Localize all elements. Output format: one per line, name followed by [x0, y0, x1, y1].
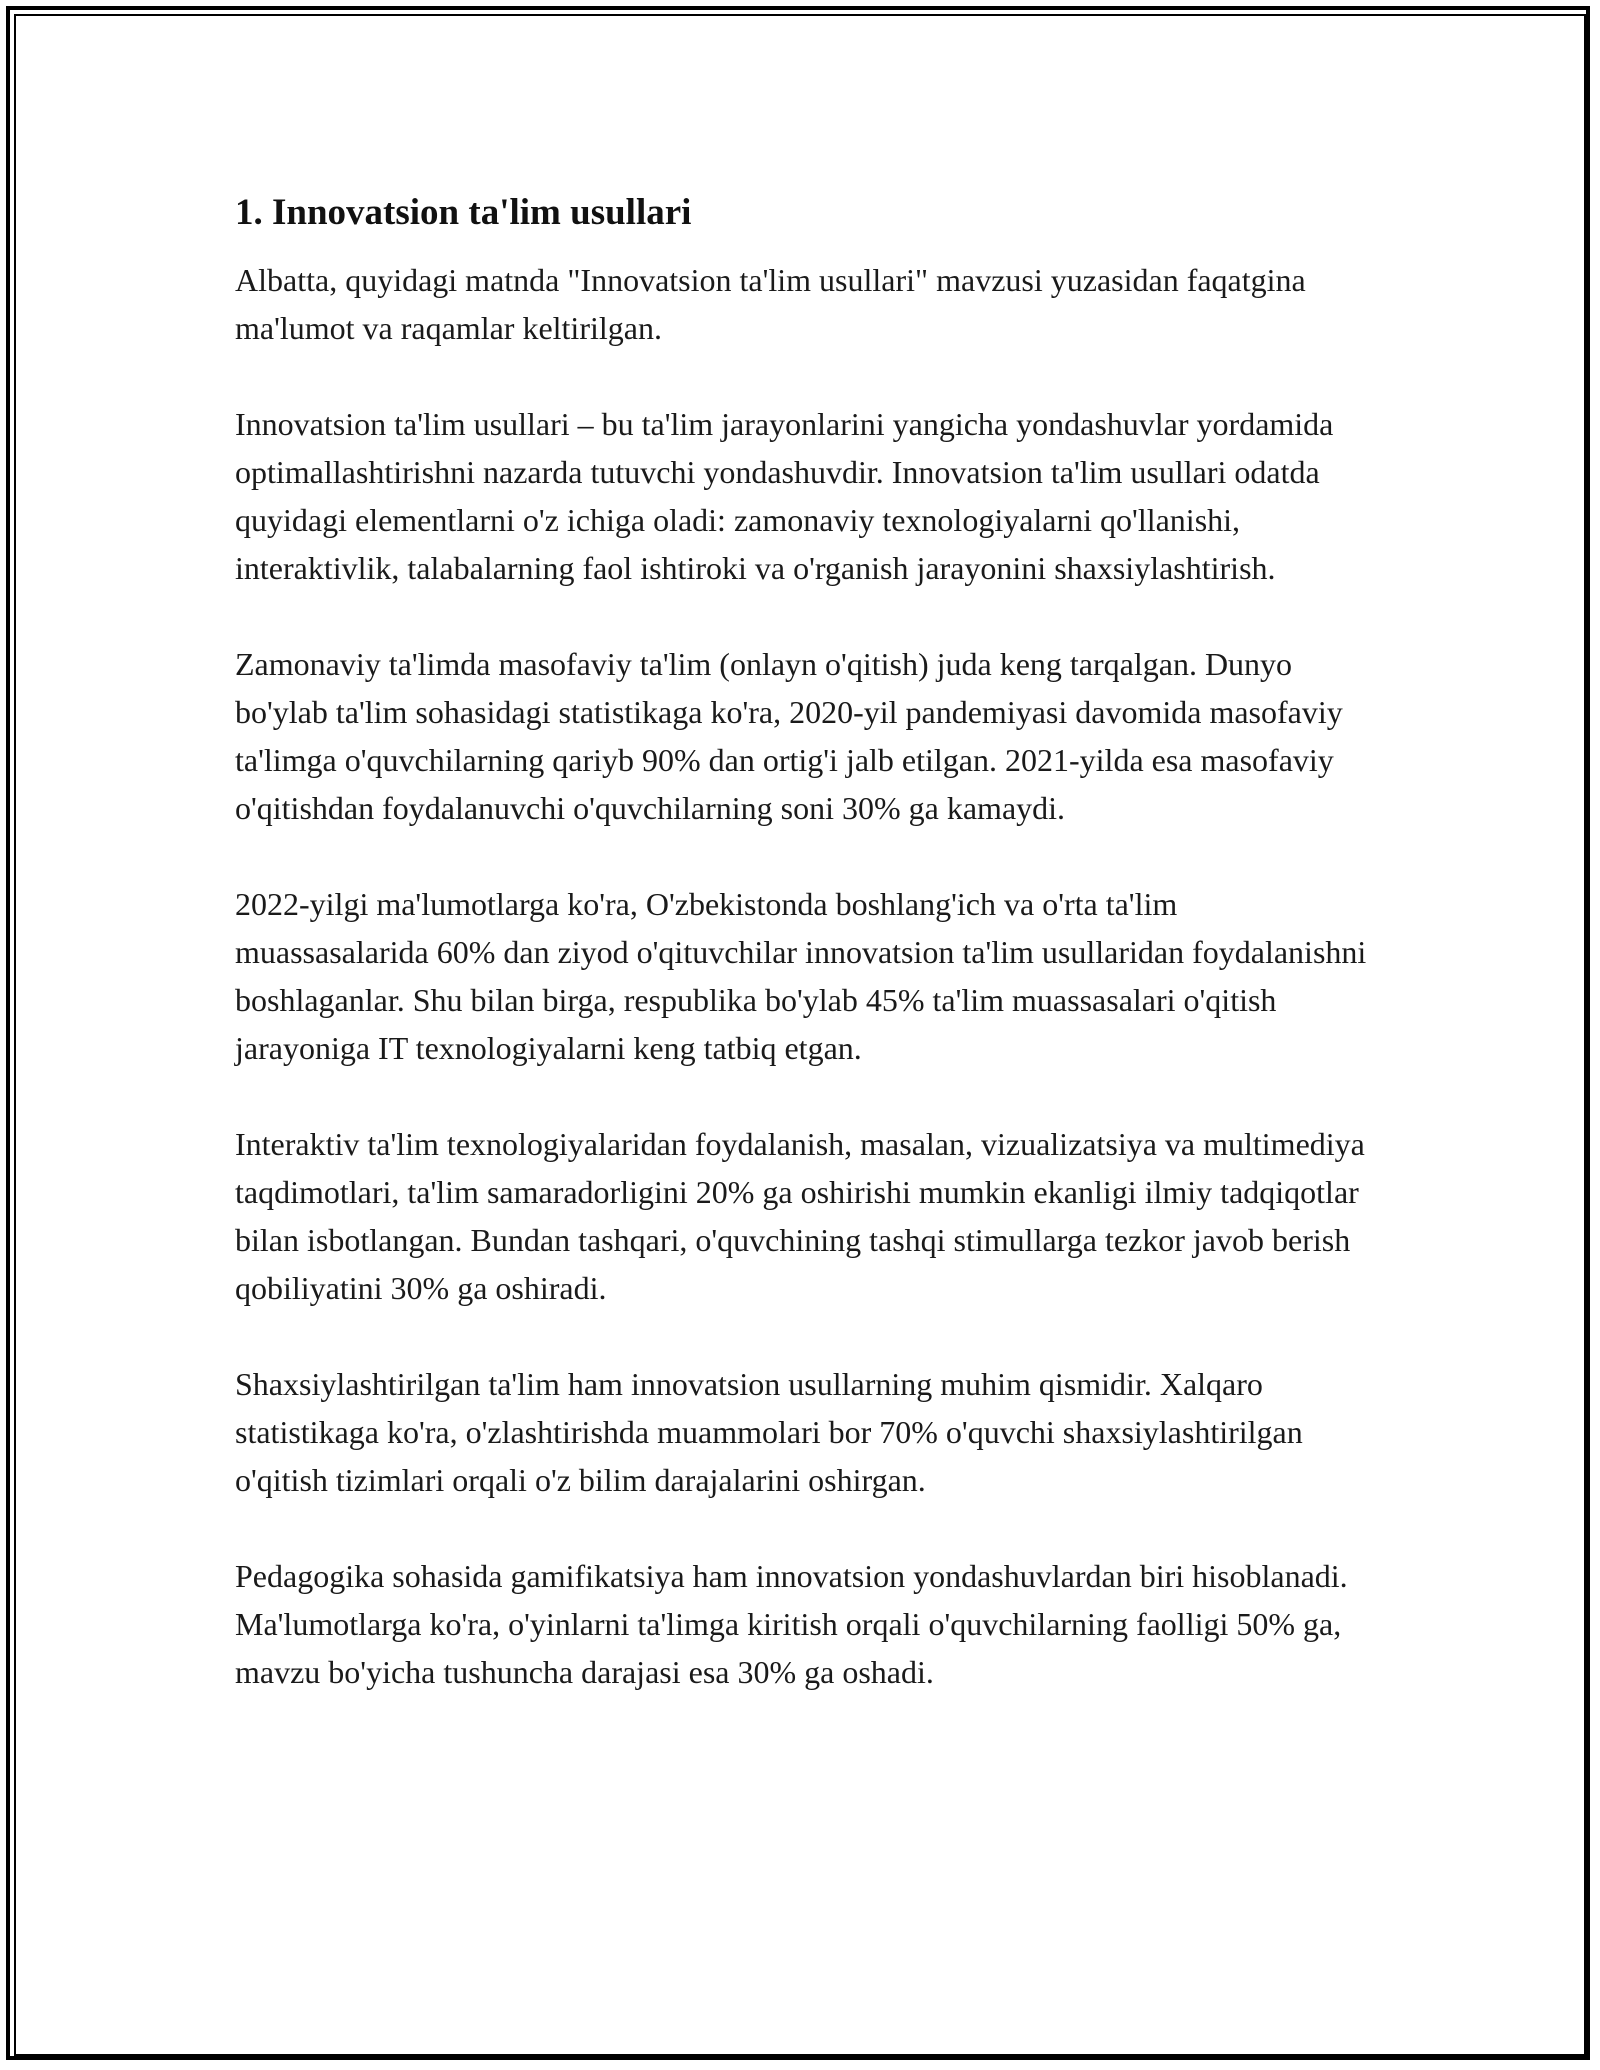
paragraph-personalized: Shaxsiylashtirilgan ta'lim ham innovatsion usullarning muhim qismidir. Xalqaro statistikaga ko'ra, o'zlashtirishda muammolari bor 70% o'quvchi shaxsiylashtirilgan o'qitish tizimlari orqali o'z bilim darajalarini oshirgan. — [235, 1366, 1303, 1498]
paragraph-distance-learning: Zamonaviy ta'limda masofaviy ta'lim (onlayn o'qitish) juda keng tarqalgan. Dunyo bo'ylab ta'lim sohasidagi statistikaga ko'ra, 2020-yil pandemiyasi davomida masofaviy ta'limga o'quvchilarning qariyb 90% dan ortig'i jalb etilgan. 2021-yilda esa masofaviy o'qitishdan foydalanuvchi o'quvchilarning soni 30% ga kamaydi. — [235, 646, 1343, 826]
document-title: 1. Innovatsion ta'lim usullari — [235, 192, 692, 233]
paragraph-definition: Innovatsion ta'lim usullari – bu ta'lim jarayonlarini yangicha yondashuvlar yordamida optimallashtirishni nazarda tutuvchi yondashuvdir. Innovatsion ta'lim usullari odatda quyidagi elementlarni o'z ichiga oladi: zamonaviy texnologiyalarni qo'llanishi, interaktivlik, talabalarning faol ishtiroki va o'rganish jarayonini shaxsiylashtirish. — [235, 406, 1334, 586]
document-body — [235, 188, 1375, 1744]
paragraph-intro: Albatta, quyidagi matnda "Innovatsion ta'lim usullari" mavzusi yuzasidan faqatgina ma'lumot va raqamlar keltirilgan. — [235, 262, 1306, 346]
paragraph-interactive: Interaktiv ta'lim texnologiyalaridan foydalanish, masalan, vizualizatsiya va multimediya taqdimotlari, ta'lim samaradorligini 20% ga oshirishi mumkin ekanligi ilmiy tadqiqotlar bilan isbotlangan. Bundan tashqari, o'quvchining tashqi stimullarga tezkor javob berish qobiliyatini 30% ga oshiradi. — [235, 1126, 1365, 1306]
paragraph-uzbekistan-stats: 2022-yilgi ma'lumotlarga ko'ra, O'zbekistonda boshlang'ich va o'rta ta'lim muassasalarida 60% dan ziyod o'qituvchilar innovatsion ta'lim usullaridan foydalanishni boshlaganlar. Shu bilan birga, respublika bo'ylab 45% ta'lim muassasalari o'qitish jarayoniga IT texnologiyalarni keng tatbiq etgan. — [235, 886, 1367, 1066]
paragraph-gamification: Pedagogika sohasida gamifikatsiya ham innovatsion yondashuvlardan biri hisoblanadi. Ma'lumotlarga ko'ra, o'yinlarni ta'limga kiritish orqali o'quvchilarning faolligi 50% ga, mavzu bo'yicha tushuncha darajasi esa 30% ga oshadi. — [235, 1558, 1348, 1690]
